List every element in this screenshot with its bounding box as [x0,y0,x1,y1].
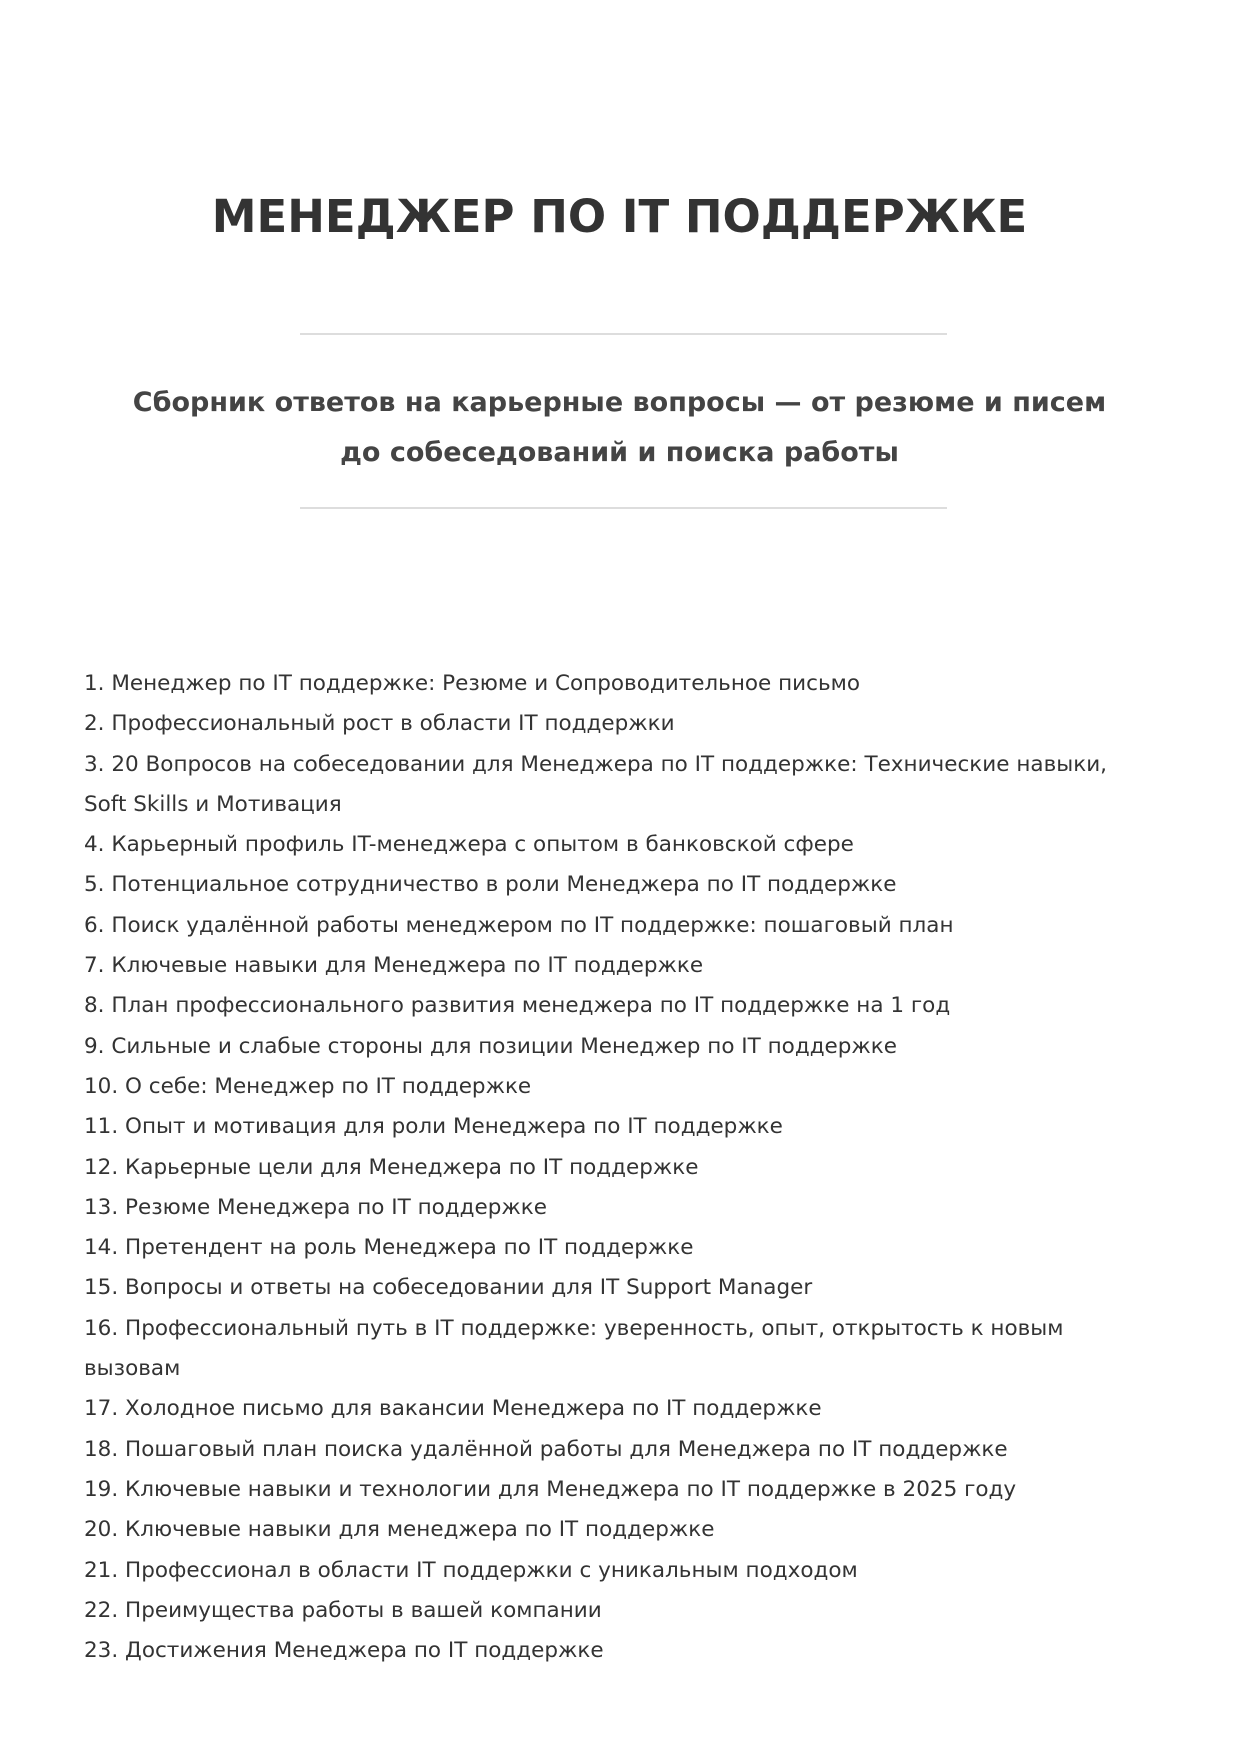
toc-item[interactable]: 18. Пошаговый план поиска удалённой работы для Менеджера по IT поддержке [84,1436,1008,1462]
page-title: МЕНЕДЖЕР ПО IT ПОДДЕРЖКЕ [211,190,1028,243]
toc-item[interactable]: 17. Холодное письмо для вакансии Менеджера по IT поддержке [84,1396,822,1422]
toc-item[interactable]: 8. План профессионального развития менеджера по IT поддержке на 1 год [84,993,951,1019]
toc-item[interactable]: 7. Ключевые навыки для Менеджера по IT поддержке [84,953,704,979]
toc-item[interactable]: 2. Профессиональный рост в области IT поддержки [84,711,675,737]
toc-item[interactable]: 13. Резюме Менеджера по IT поддержке [84,1194,547,1220]
toc-item[interactable]: 12. Карьерные цели для Менеджера по IT поддержке [84,1154,699,1180]
divider-bottom [300,507,947,509]
page-subtitle: Сборник ответов на карьерные вопросы — от резюме и писем до собеседований и поиска работы [132,387,1107,468]
toc-item[interactable]: 19. Ключевые навыки и технологии для Менеджера по IT поддержке в 2025 году [84,1476,1017,1502]
toc-item[interactable]: 16. Профессиональный путь в IT поддержке: уверенность, опыт, открытость к новым вызовам [84,1315,1064,1382]
toc-item[interactable]: 22. Преимущества работы в вашей компании [84,1597,602,1623]
toc-item[interactable]: 3. 20 Вопросов на собеседовании для Менеджера по IT поддержке: Технические навыки, Soft Skills и Мотивация [84,751,1108,817]
toc-item[interactable]: 1. Менеджер по IT поддержке: Резюме и Сопроводительное письмо [84,671,861,696]
toc-item[interactable]: 21. Профессионал в области IT поддержки с уникальным подходом [84,1557,858,1583]
toc-item[interactable]: 15. Вопросы и ответы на собеседовании для IT Support Manager [84,1275,813,1301]
toc-item[interactable]: 20. Ключевые навыки для менеджера по IT поддержке [84,1517,715,1543]
toc-item[interactable]: 23. Достижения Менеджера по IT поддержке [84,1638,604,1664]
toc-item[interactable]: 10. О себе: Менеджер по IT поддержке [84,1073,532,1099]
toc-item[interactable]: 11. Опыт и мотивация для роли Менеджера по IT поддержке [84,1114,783,1140]
toc-item[interactable]: 4. Карьерный профиль IT-менеджера с опытом в банковской сфере [84,832,854,858]
toc-item[interactable]: 9. Сильные и слабые стороны для позиции Менеджер по IT поддержке [84,1033,898,1059]
toc-item[interactable]: 5. Потенциальное сотрудничество в роли Менеджера по IT поддержке [84,872,897,898]
divider-top [300,333,947,335]
toc-item[interactable]: 14. Претендент на роль Менеджера по IT поддержке [84,1235,694,1261]
toc-item[interactable]: 6. Поиск удалённой работы менеджером по IT поддержке: пошаговый план [84,912,954,938]
table-of-contents [84,664,1154,1671]
